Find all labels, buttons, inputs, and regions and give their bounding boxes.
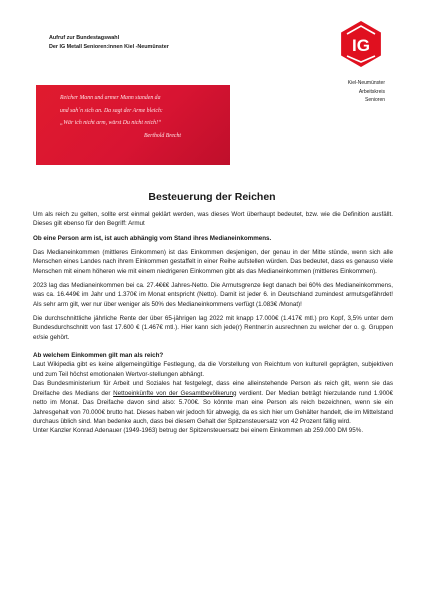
- ig-metall-logo-icon: [337, 20, 385, 68]
- ministry-text-start: Das Bundesministerium für Arbeit und Soziales hat festgelegt, dass eine alleinstehende Person als reich gilt, wenn sie das Dreifache des Medians der: [33, 380, 393, 397]
- ministry-paragraph: [33, 379, 393, 426]
- logo-label-line-3: Senioren: [364, 97, 385, 103]
- logo-label-line-2: Arbeitskreis: [358, 88, 385, 95]
- ministry-text-end: verdient. Der Median beträgt hierzulande rund 1.900€ netto im Monat. Das Dreifache davon sind also: 5.700€. So könnte man eine Person als reich bezeichnen, wenn sie ein Jahresgehalt von 70.000€ brutto hat. Dieses haben wir jedoch für abwegig, da es sich hier um Gehälter handelt, die im Mittelstand durchaus üblich sind. Man bedenke auch, dass bei diesem Gehalt der Spitzensteuersatz von 42 Prozent fällig wird.: [33, 389, 393, 425]
- median-definition-paragraph: Das Medianeinkommen (mittleres Einkommen) ist das Einkommen desjenigen, der genau in der Mitte stünde, wenn sich alle Menschen eines Landes nach ihrem Einkommen gestaffelt in einer Reihe aufstellen würden. Das bedeutet, dass es genauso viele Menschen mit einem höheren wie mit einem niedrigeren Einkommen gibt als das Medianeinkommen (mittleres Einkommen).: [33, 248, 393, 275]
- quote-box: [36, 85, 230, 165]
- net-income-link[interactable]: Nettoeinkünfte von der Gesamtbevölkerung: [113, 389, 237, 397]
- body-text: [33, 210, 393, 436]
- page-title: Besteuerung der Reichen: [148, 191, 276, 203]
- svg-text:IG: IG: [352, 36, 370, 55]
- logo-label-line-1: Kiel-Neumünster: [347, 80, 385, 86]
- header-block: [49, 34, 169, 52]
- adenauer-paragraph: Unter Kanzler Konrad Adenauer (1949-1963) betrug der Spitzensteuersatz bei einem Einkommen ab 259.000 DM 95%.: [33, 427, 364, 435]
- section-heading: Ab welchem Einkommen gilt man als reich?: [33, 352, 164, 360]
- quote-line-2: und sah´n sich an. Da sagt der Arme bleich:: [60, 107, 163, 114]
- quote-author: Berthold Brecht: [144, 132, 181, 139]
- poverty-line-paragraph: 2023 lag das Medianeinkommen bei ca. 27.4€€€ Jahres-Netto. Die Armutsgrenze liegt danach bei 60% des Medianeinkommens, was ca. 16.449€ im Jahr und 1.370€ im Monat entspricht (Netto). Damit ist jeder 6. in Deutschland zumindest armutsgefährdet! Als sehr arm gilt, wer nur über weniger als 50% des Medianeinkommens verfügt (1.083€ /Monat)!: [33, 281, 393, 308]
- header-line-2: Der IG Metall Senioren:innen Kiel -Neumünster: [49, 44, 169, 50]
- header-line-1: Aufruf zur Bundestagswahl: [49, 35, 120, 41]
- pension-paragraph: Die durchschnittliche jährliche Rente der über 65-jährigen lag 2022 mit knapp 17.000€ (1.417€ mtl.) pro Kopf, 3,5% unter dem Bundesdurchschnitt von fast 17.600 € (1.467€ mtl.). Hier kann sich jede(r) Rentner:in ausrechnen zu welcher der o. g. Gruppen er/sie gehört.: [33, 314, 393, 341]
- quote-line-1: Reicher Mann und armer Mann standen da: [60, 95, 161, 101]
- wikipedia-paragraph: Laut Wikipedia gibt es keine allgemeingültige Festlegung, da die Vorstellung von Reichtum von kulturell geprägten, subjektiven und zum Teil höchst emotionalen Wertvor-stellungen abhängt.: [33, 361, 393, 378]
- bold-statement: Ob eine Person arm ist, ist auch abhängig vom Stand ihres Medianeinkommens.: [33, 234, 272, 242]
- logo-label: [348, 79, 385, 105]
- quote-line-3: „Wär ich nicht arm, wärst Du nicht reich!“: [60, 120, 162, 127]
- intro-paragraph: Um als reich zu gelten, sollte erst einmal geklärt werden, was dieses Wort überhaupt bedeutet, bzw. wie die Definition ausfällt. Dieses gilt ebenso für den Begriff: Armut: [33, 211, 393, 228]
